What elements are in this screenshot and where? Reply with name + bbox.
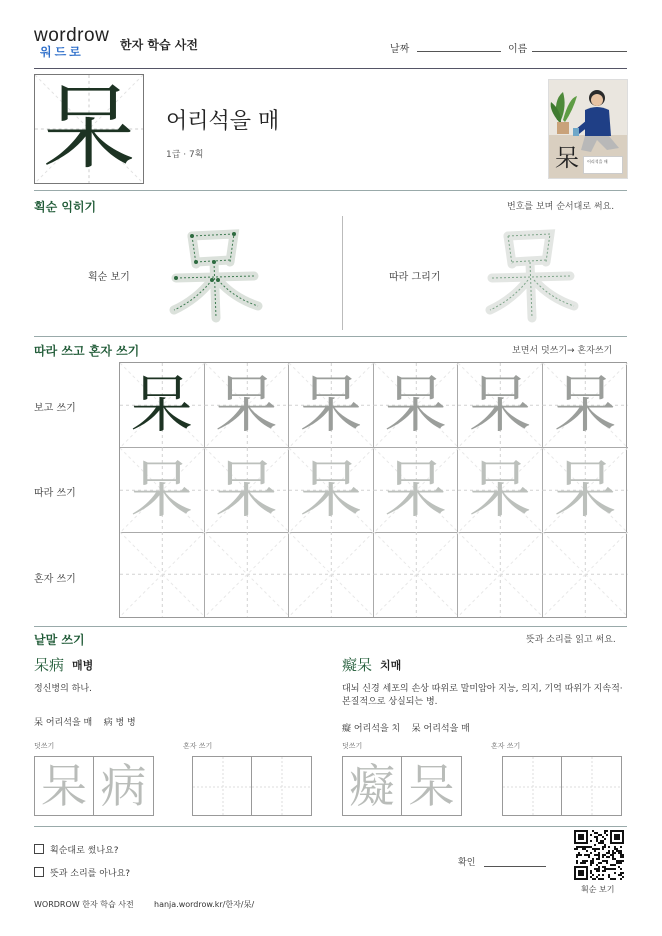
writing-cell[interactable] — [543, 363, 628, 448]
stroke-divider — [342, 216, 343, 330]
stroke-bottom-divider — [34, 336, 627, 337]
illus-card-text: 어리석을 매 — [587, 159, 608, 164]
writing-cell[interactable] — [458, 532, 543, 617]
cell-glyph: 呆 — [554, 368, 617, 442]
writing-cell[interactable] — [289, 532, 374, 617]
cell-glyph: 呆 — [215, 368, 278, 442]
check-item-1-label: 획순대로 썼나요? — [50, 846, 119, 856]
word1-parts: 呆 어리석을 매 病 병 병 — [34, 718, 136, 728]
box-guide-lines — [252, 757, 312, 817]
cell-glyph: 呆 — [469, 368, 532, 442]
word2-definition: 대뇌 신경 세포의 손상 따위로 말미암아 지능, 의지, 기억 따위가 지속적·본질적으로 상실되는 병. — [342, 684, 623, 707]
cell-guide-lines — [289, 532, 374, 617]
word2-trace-label: 덧쓰기 — [342, 742, 363, 750]
header-title: 한자 학습 사전 — [120, 38, 198, 52]
check-item-2-label: 뜻과 소리를 아나요? — [50, 869, 131, 879]
box-guide-lines — [193, 757, 253, 817]
writing-cell[interactable] — [458, 448, 543, 533]
logo-text-en: wordrow — [34, 25, 110, 46]
qr-code-icon[interactable] — [574, 830, 624, 880]
cell-glyph: 呆 — [384, 452, 447, 526]
box-guide-lines — [562, 757, 622, 817]
cell-glyph: 呆 — [554, 452, 617, 526]
writing-cell[interactable] — [120, 532, 205, 617]
writing-cell[interactable] — [205, 363, 290, 448]
grid-bottom-divider — [34, 626, 627, 627]
writing-section-title: 따라 쓰고 혼자 쓰기 — [34, 344, 140, 358]
word1-self-box-1[interactable] — [192, 756, 252, 816]
wordrow-logo — [34, 26, 118, 60]
stroke-section-title: 획순 익히기 — [34, 200, 97, 214]
checkbox-icon[interactable] — [34, 844, 44, 854]
main-hanja: 呆 — [42, 75, 135, 182]
illustration — [548, 79, 628, 179]
writing-cell[interactable] — [205, 532, 290, 617]
words-section-hint: 뜻과 소리를 읽고 써요. — [526, 635, 616, 645]
footer-url[interactable]: hanja.wordrow.kr/한자/呆/ — [154, 900, 255, 909]
word2-parts: 癡 어리석을 치 呆 어리석을 매 — [342, 724, 470, 734]
illus-hanja: 呆 — [555, 144, 579, 172]
cell-guide-lines — [458, 532, 543, 617]
hanja-meaning: 어리석을 매 — [166, 109, 280, 134]
qr-code-svg — [574, 830, 624, 880]
cell-guide-lines — [374, 532, 459, 617]
word2-hanja: 癡呆 — [342, 656, 373, 674]
confirm-field-line[interactable] — [484, 866, 546, 867]
writing-cell[interactable] — [289, 363, 374, 448]
date-field-line[interactable] — [417, 51, 501, 52]
main-hanja-box — [34, 74, 144, 184]
footer-brand: WORDROW 한자 학습 사전 — [34, 900, 134, 909]
word1-trace-label: 덧쓰기 — [34, 742, 55, 750]
word1-definition: 정신병의 하나. — [34, 684, 92, 694]
stroke-order-svg — [162, 226, 268, 326]
writing-cell[interactable] — [205, 448, 290, 533]
writing-section-hint: 보면서 덧쓰기→ 혼자쓰기 — [512, 346, 613, 356]
stroke-order-diagram — [162, 226, 268, 326]
word1-trace-box-1[interactable]: 呆 — [34, 756, 94, 816]
writing-cell[interactable] — [543, 532, 628, 617]
cell-guide-lines — [120, 532, 205, 617]
writing-cell[interactable] — [543, 448, 628, 533]
word2-self-box-1[interactable] — [502, 756, 562, 816]
hero-divider — [34, 190, 627, 191]
word2-self-box-2[interactable] — [562, 756, 622, 816]
qr-label: 획순 보기 — [581, 885, 615, 894]
writing-cell[interactable] — [458, 363, 543, 448]
trace-svg — [478, 226, 584, 326]
word1-self-label: 혼자 쓰기 — [183, 742, 213, 750]
cell-glyph: 呆 — [215, 452, 278, 526]
header-divider — [34, 68, 627, 69]
row-label-view: 보고 쓰기 — [34, 403, 76, 414]
logo-text-ko: 워드로 — [40, 45, 84, 59]
word1-reading: 매병 — [72, 659, 94, 672]
writing-grid[interactable] — [119, 362, 627, 618]
writing-cell[interactable] — [289, 448, 374, 533]
writing-cell[interactable] — [120, 448, 205, 533]
writing-cell[interactable] — [120, 363, 205, 448]
cell-glyph: 呆 — [384, 368, 447, 442]
trace-label: 따라 그리기 — [389, 272, 441, 283]
illus-card — [583, 156, 623, 174]
words-section-title: 낱말 쓰기 — [34, 633, 85, 647]
name-field-line[interactable] — [532, 51, 627, 52]
confirm-label: 확인 — [458, 858, 476, 868]
cell-glyph: 呆 — [299, 368, 362, 442]
stroke-view-label: 획순 보기 — [88, 272, 130, 283]
writing-cell[interactable] — [374, 532, 459, 617]
word2-self-label: 혼자 쓰기 — [491, 742, 521, 750]
cell-glyph: 呆 — [299, 452, 362, 526]
trace-diagram[interactable] — [478, 226, 584, 326]
word1-self-box-2[interactable] — [252, 756, 312, 816]
writing-cell[interactable] — [374, 448, 459, 533]
box-guide-lines — [503, 757, 563, 817]
row-label-self: 혼자 쓰기 — [34, 574, 76, 585]
writing-cell[interactable] — [374, 363, 459, 448]
word2-trace-box-1[interactable]: 癡 — [342, 756, 402, 816]
hanja-grade: 1급 · 7획 — [166, 150, 204, 160]
cell-guide-lines — [205, 532, 290, 617]
word2-trace-box-2[interactable]: 呆 — [402, 756, 462, 816]
word1-trace-box-2[interactable]: 病 — [94, 756, 154, 816]
check-item-1[interactable] — [34, 843, 119, 856]
date-label: 날짜 — [390, 44, 410, 55]
word2-reading: 치매 — [380, 659, 402, 672]
name-label: 이름 — [508, 44, 528, 55]
cell-glyph: 呆 — [130, 368, 193, 442]
word1-hanja: 呆病 — [34, 656, 65, 674]
check-item-2[interactable] — [34, 866, 130, 879]
checkbox-icon[interactable] — [34, 867, 44, 877]
stroke-section-hint: 번호를 보며 순서대로 써요. — [507, 202, 615, 212]
words-bottom-divider — [34, 826, 627, 827]
cell-guide-lines — [543, 532, 628, 617]
cell-glyph: 呆 — [469, 452, 532, 526]
cell-glyph: 呆 — [130, 452, 193, 526]
row-label-trace: 따라 쓰기 — [34, 488, 76, 499]
